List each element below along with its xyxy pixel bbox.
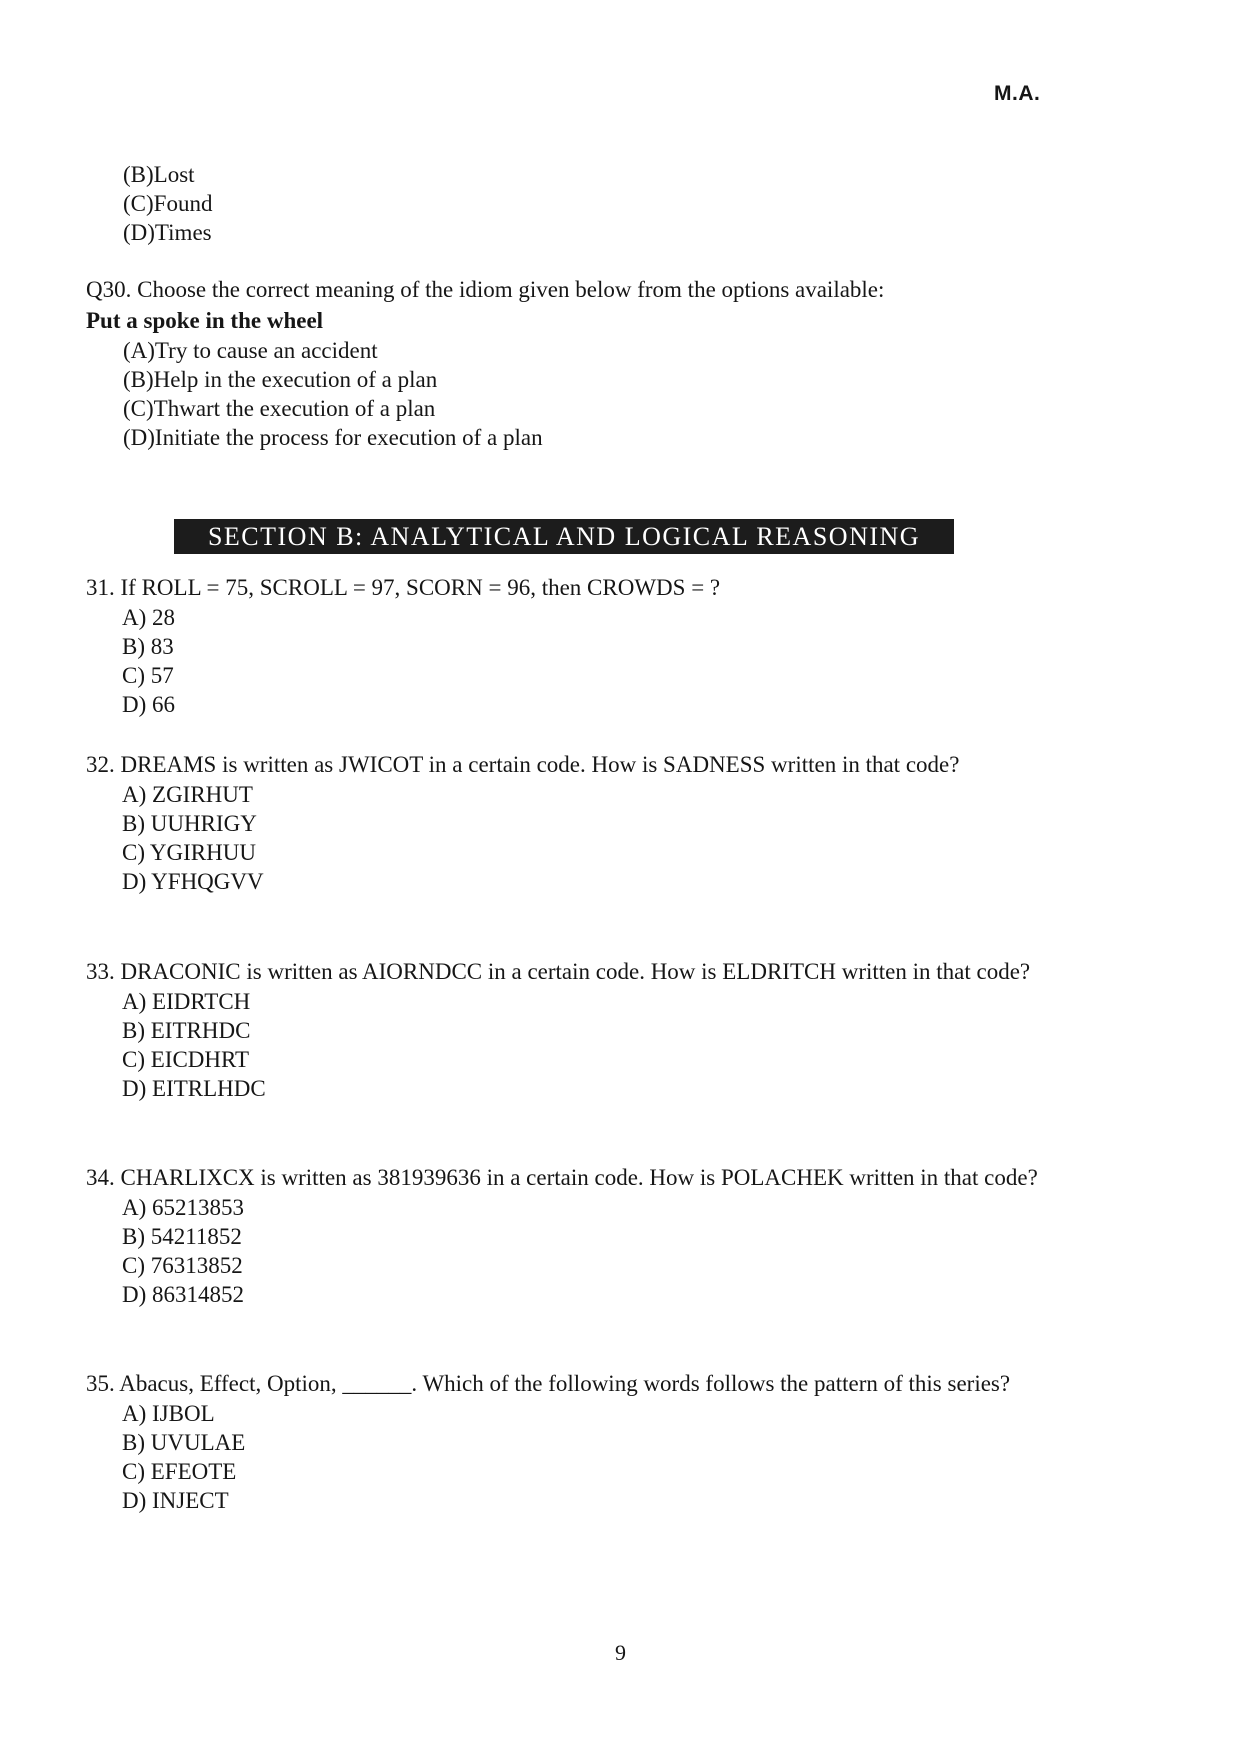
option-c: C) YGIRHUU — [122, 840, 256, 865]
question-31 — [86, 572, 1054, 719]
question-32 — [86, 749, 1054, 896]
option-a: A) EIDRTCH — [122, 989, 251, 1014]
option-list — [86, 1193, 1054, 1309]
question-34 — [86, 1162, 1054, 1309]
question-text: 31. If ROLL = 75, SCROLL = 97, SCORN = 96, then CROWDS = ? — [86, 575, 721, 600]
option-d: D) 86314852 — [122, 1282, 245, 1307]
option-list — [86, 780, 1054, 896]
option-d: D) YFHQGVV — [122, 869, 264, 894]
question-30 — [86, 274, 1054, 452]
option-d: (D)Times — [123, 220, 212, 245]
option-a: (A)Try to cause an accident — [123, 338, 378, 363]
option-c: C) EICDHRT — [122, 1047, 250, 1072]
option-b: B) 83 — [122, 634, 174, 659]
option-list — [86, 603, 1054, 719]
option-b: (B)Help in the execution of a plan — [123, 367, 438, 392]
option-b: B) EITRHDC — [122, 1018, 251, 1043]
option-c: C) 76313852 — [122, 1253, 243, 1278]
option-list — [86, 987, 1054, 1103]
page-number: 9 — [615, 1640, 626, 1665]
option-d: D) EITRLHDC — [122, 1076, 266, 1101]
question-text: 34. CHARLIXCX is written as 381939636 in a certain code. How is POLACHEK written in that code? — [86, 1165, 1038, 1190]
option-b: B) UUHRIGY — [122, 811, 257, 836]
option-b: (B)Lost — [123, 162, 195, 187]
option-b: B) UVULAE — [122, 1430, 246, 1455]
exam-code: M.A. — [994, 82, 1041, 105]
option-c: (C)Thwart the execution of a plan — [123, 396, 436, 421]
option-c: C) EFEOTE — [122, 1459, 237, 1484]
previous-question-options — [86, 160, 1054, 247]
option-d: (D)Initiate the process for execution of a plan — [123, 425, 543, 450]
option-a: A) 28 — [122, 605, 176, 630]
option-list — [86, 336, 1054, 452]
option-a: A) ZGIRHUT — [122, 782, 253, 807]
option-list — [86, 1399, 1054, 1515]
option-d: D) 66 — [122, 692, 176, 717]
question-text: 35. Abacus, Effect, Option, ______. Which of the following words follows the pattern of this series? — [86, 1371, 1011, 1396]
option-a: A) IJBOL — [122, 1401, 215, 1426]
option-c: C) 57 — [122, 663, 174, 688]
question-text: 33. DRACONIC is written as AIORNDCC in a certain code. How is ELDRITCH written in that code? — [86, 959, 1031, 984]
section-b-heading: SECTION B: ANALYTICAL AND LOGICAL REASONING — [174, 519, 954, 554]
option-a: A) 65213853 — [122, 1195, 245, 1220]
option-list — [86, 160, 1054, 247]
question-text: 32. DREAMS is written as JWICOT in a certain code. How is SADNESS written in that code? — [86, 752, 960, 777]
question-35 — [86, 1368, 1054, 1515]
idiom-text: Put a spoke in the wheel — [86, 308, 324, 333]
question-33 — [86, 956, 1054, 1103]
option-b: B) 54211852 — [122, 1224, 242, 1249]
option-c: (C)Found — [123, 191, 213, 216]
option-d: D) INJECT — [122, 1488, 229, 1513]
question-text: Q30. Choose the correct meaning of the idiom given below from the options available: — [86, 277, 885, 302]
